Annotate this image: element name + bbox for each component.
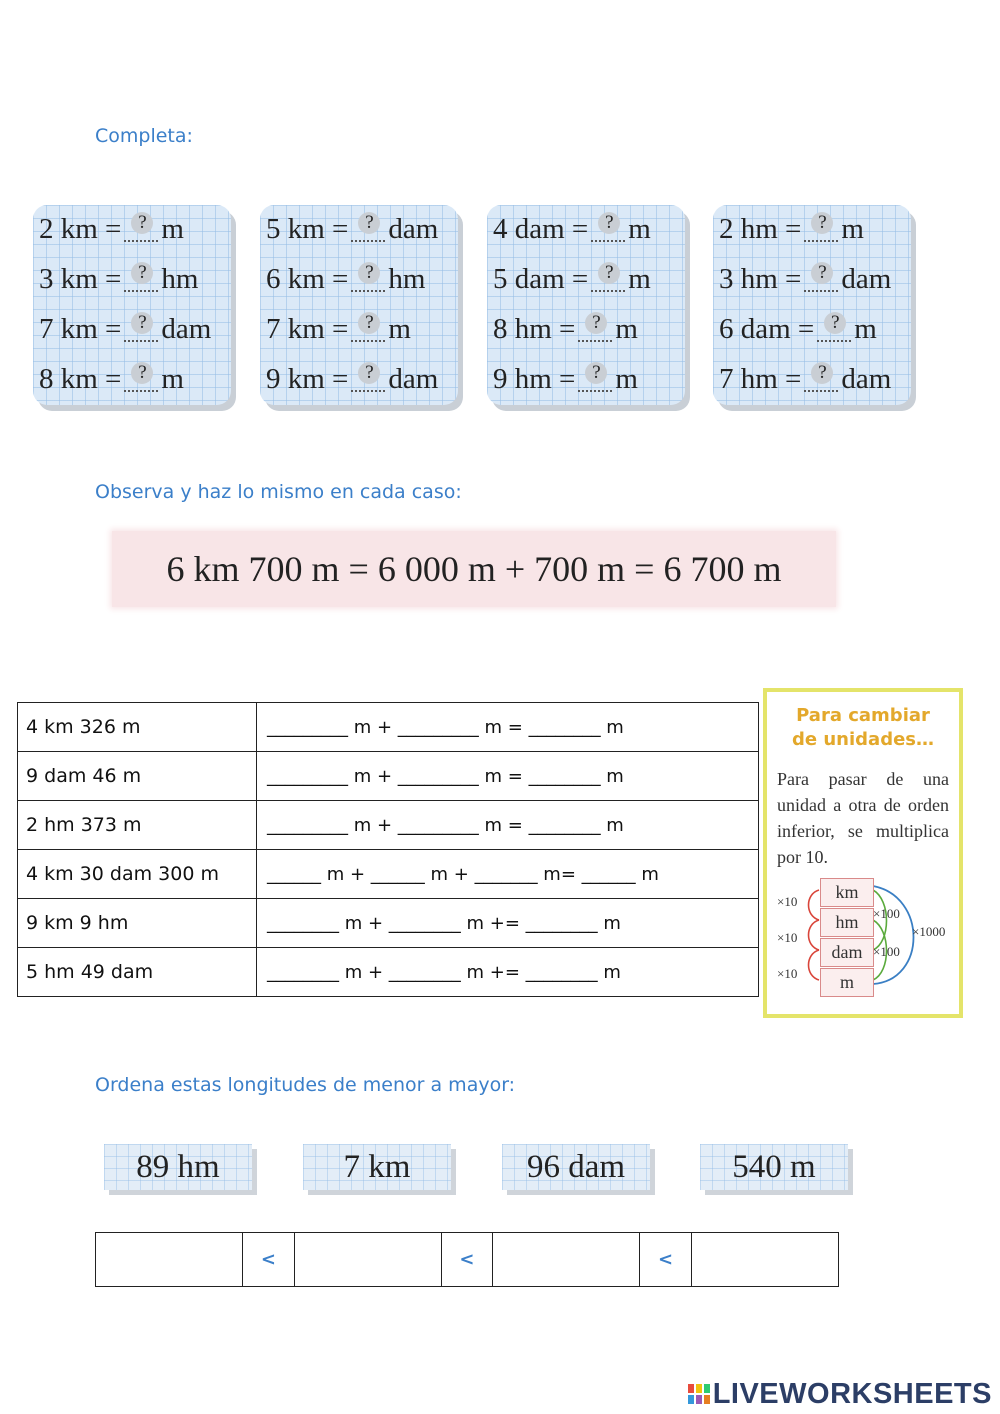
conversion-left: 9 km = [266, 362, 349, 395]
length-cell: 5 hm 49 dam [18, 948, 257, 997]
heading-order: Ordena estas longitudes de menor a mayor: [95, 1074, 516, 1096]
unit-hm: hm [820, 908, 874, 937]
decomposition-table [17, 702, 759, 997]
conversion-unit: m [854, 312, 877, 345]
decomposition-cell[interactable]: _________ m + _________ m = ________ m [257, 703, 759, 752]
length-cell: 2 hm 373 m [18, 801, 257, 850]
answer-blank[interactable] [591, 264, 625, 294]
conversion-row [719, 309, 911, 349]
length-card-4: 540 m [700, 1144, 848, 1190]
answer-blank[interactable] [804, 264, 838, 294]
less-than-sign-1: < [243, 1233, 294, 1287]
liveworksheets-logo-icon [687, 1382, 711, 1406]
conversion-card [260, 205, 458, 405]
conversion-unit: m [615, 362, 638, 395]
brand-name: LIVEWORKSHEETS [712, 1377, 992, 1410]
label-x100-1: ×100 [873, 906, 900, 921]
conversion-unit: dam [841, 262, 892, 295]
length-card-1: 89 hm [104, 1144, 252, 1190]
order-slot-2[interactable] [294, 1233, 441, 1287]
info-title [767, 704, 959, 752]
answer-blank[interactable] [124, 214, 158, 244]
unit-m: m [820, 968, 874, 997]
conversion-unit: dam [161, 312, 212, 345]
conversion-unit: dam [388, 212, 439, 245]
dotted-line [817, 340, 851, 342]
order-slot-3[interactable] [493, 1233, 640, 1287]
length-card-2: 7 km [303, 1144, 451, 1190]
label-x10-1: ×10 [777, 894, 798, 909]
order-slot-1[interactable] [96, 1233, 243, 1287]
dotted-line [578, 340, 612, 342]
dotted-line [804, 390, 838, 392]
answer-blank[interactable] [351, 364, 385, 394]
conversion-row [266, 259, 458, 299]
order-table [95, 1232, 839, 1287]
less-than-sign-3: < [640, 1233, 691, 1287]
conversion-left: 6 km = [266, 262, 349, 295]
dotted-line [578, 390, 612, 392]
answer-blank[interactable] [591, 214, 625, 244]
conversion-row [493, 359, 685, 399]
question-mark-icon: ? [585, 362, 607, 384]
conversion-unit: dam [841, 362, 892, 395]
unit-km: km [820, 878, 874, 907]
label-x1000: ×1000 [912, 924, 946, 939]
heading-complete: Completa: [95, 125, 193, 147]
decomposition-cell[interactable]: _________ m + _________ m = ________ m [257, 752, 759, 801]
conversion-row [39, 359, 231, 399]
conversion-left: 7 km = [39, 312, 122, 345]
conversion-unit: m [841, 212, 864, 245]
answer-blank[interactable] [578, 364, 612, 394]
dotted-line [124, 340, 158, 342]
conversion-row [39, 259, 231, 299]
length-card-3: 96 dam [502, 1144, 650, 1190]
length-cell: 9 km 9 hm [18, 899, 257, 948]
length-cell: 4 km 30 dam 300 m [18, 850, 257, 899]
dotted-line [351, 390, 385, 392]
conversion-unit: m [161, 212, 184, 245]
info-text: Para pasar de una unidad a otra de orden inferior, se multiplica por 10. [777, 769, 949, 867]
dotted-line [351, 340, 385, 342]
dotted-line [124, 290, 158, 292]
answer-blank[interactable] [124, 314, 158, 344]
answer-blank[interactable] [124, 364, 158, 394]
conversion-unit: m [161, 362, 184, 395]
conversion-left: 8 hm = [493, 312, 576, 345]
info-title-line1: Para cambiar [796, 705, 930, 726]
conversion-left: 4 dam = [493, 212, 589, 245]
conversion-left: 9 hm = [493, 362, 576, 395]
decomposition-cell[interactable]: _________ m + _________ m = ________ m [257, 801, 759, 850]
table-row [18, 752, 759, 801]
answer-blank[interactable] [804, 364, 838, 394]
dotted-line [804, 240, 838, 242]
decomposition-cell[interactable]: ________ m + ________ m += ________ m [257, 899, 759, 948]
decomposition-cell[interactable]: ______ m + ______ m + _______ m= ______ m [257, 850, 759, 899]
answer-blank[interactable] [804, 214, 838, 244]
table-row [18, 801, 759, 850]
conversion-left: 3 km = [39, 262, 122, 295]
question-mark-icon: ? [131, 362, 153, 384]
answer-blank[interactable] [124, 264, 158, 294]
length-cell: 4 km 326 m [18, 703, 257, 752]
decomposition-cell[interactable]: ________ m + ________ m += ________ m [257, 948, 759, 997]
conversion-left: 2 hm = [719, 212, 802, 245]
answer-blank[interactable] [351, 264, 385, 294]
conversion-unit: m [628, 262, 651, 295]
table-row [18, 703, 759, 752]
conversion-unit: dam [388, 362, 439, 395]
conversion-row [266, 309, 458, 349]
info-title-line2: de unidades… [792, 729, 934, 750]
question-mark-icon: ? [811, 362, 833, 384]
example-text: 6 km 700 m = 6 000 m + 700 m = 6 700 m [166, 549, 782, 589]
table-row [18, 850, 759, 899]
brand [687, 1376, 992, 1412]
conversion-row [719, 209, 911, 249]
conversion-left: 5 dam = [493, 262, 589, 295]
conversion-unit: hm [161, 262, 199, 295]
answer-blank[interactable] [351, 314, 385, 344]
question-mark-icon: ? [131, 262, 153, 284]
unit-dam: dam [820, 938, 874, 967]
heading-observe: Observa y haz lo mismo en cada caso: [95, 481, 462, 503]
dotted-line [351, 240, 385, 242]
conversion-unit: m [615, 312, 638, 345]
question-mark-icon: ? [358, 212, 380, 234]
conversion-row [493, 309, 685, 349]
conversion-unit: m [628, 212, 651, 245]
conversion-card [33, 205, 231, 405]
conversion-unit: m [388, 312, 411, 345]
conversion-row [719, 259, 911, 299]
conversion-row [493, 259, 685, 299]
dotted-line [124, 390, 158, 392]
dotted-line [804, 290, 838, 292]
question-mark-icon: ? [824, 312, 846, 334]
less-than-sign-2: < [441, 1233, 492, 1287]
conversion-card [713, 205, 911, 405]
conversion-row [39, 209, 231, 249]
label-x10-2: ×10 [777, 930, 798, 945]
conversion-card [487, 205, 685, 405]
conversion-row [719, 359, 911, 399]
conversion-row [266, 209, 458, 249]
question-mark-icon: ? [585, 312, 607, 334]
dotted-line [591, 290, 625, 292]
order-slot-4[interactable] [691, 1233, 838, 1287]
conversion-row [493, 209, 685, 249]
question-mark-icon: ? [811, 212, 833, 234]
length-cell: 9 dam 46 m [18, 752, 257, 801]
dotted-line [124, 240, 158, 242]
answer-blank[interactable] [817, 314, 851, 344]
info-box [763, 688, 963, 1018]
answer-blank[interactable] [578, 314, 612, 344]
question-mark-icon: ? [811, 262, 833, 284]
conversion-left: 3 hm = [719, 262, 802, 295]
question-mark-icon: ? [358, 362, 380, 384]
answer-blank[interactable] [351, 214, 385, 244]
conversion-left: 8 km = [39, 362, 122, 395]
label-x10-3: ×10 [777, 966, 798, 981]
table-row [18, 899, 759, 948]
conversion-left: 7 hm = [719, 362, 802, 395]
question-mark-icon: ? [358, 312, 380, 334]
question-mark-icon: ? [598, 262, 620, 284]
conversion-row [266, 359, 458, 399]
conversion-left: 6 dam = [719, 312, 815, 345]
question-mark-icon: ? [131, 212, 153, 234]
dotted-line [351, 290, 385, 292]
conversion-left: 7 km = [266, 312, 349, 345]
question-mark-icon: ? [131, 312, 153, 334]
conversion-left: 2 km = [39, 212, 122, 245]
conversion-unit: hm [388, 262, 426, 295]
dotted-line [591, 240, 625, 242]
question-mark-icon: ? [358, 262, 380, 284]
conversion-left: 5 km = [266, 212, 349, 245]
example-strip [112, 531, 836, 607]
label-x100-2: ×100 [873, 944, 900, 959]
conversion-row [39, 309, 231, 349]
question-mark-icon: ? [598, 212, 620, 234]
table-row [18, 948, 759, 997]
